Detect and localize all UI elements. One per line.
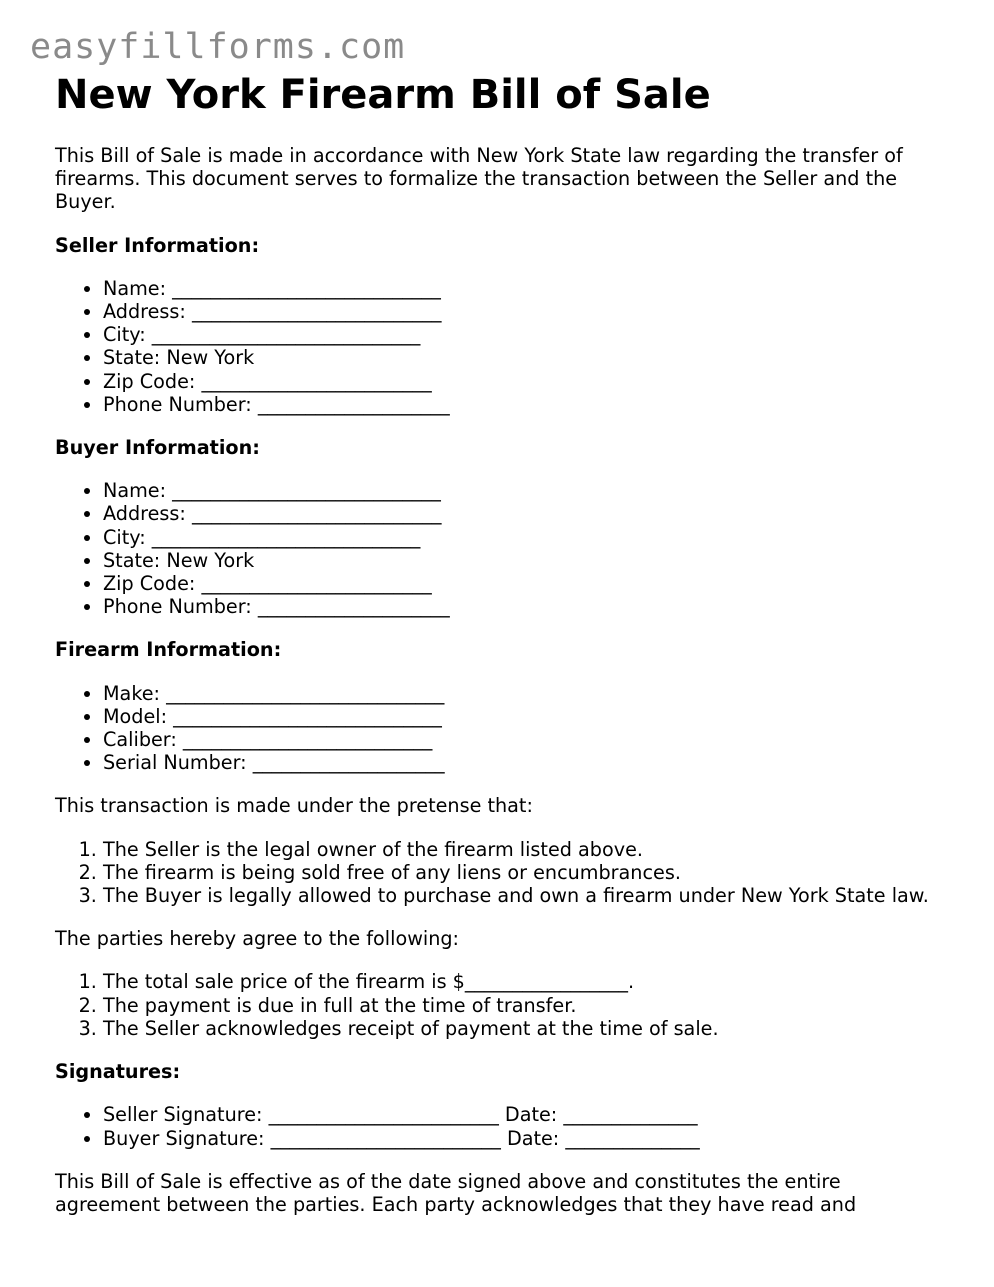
seller-signature-line: • Seller Signature: ________________________ Date: ______________ bbox=[103, 1103, 935, 1126]
intro-paragraph: This Bill of Sale is made in accordance with New York State law regarding the transfer of firearms. This document serves to formalize the transaction between the Seller and the Buyer. bbox=[55, 144, 903, 214]
document-title: New York Firearm Bill of Sale bbox=[55, 72, 711, 118]
seller-address-field: • Address: __________________________ bbox=[103, 300, 935, 323]
closing-paragraph: This Bill of Sale is effective as of the date signed above and constitutes the entire agreement between the parties. Each party acknowledges that they have read and bbox=[55, 1169, 857, 1216]
agreement-intro: The parties hereby agree to the following: bbox=[55, 927, 460, 951]
seller-name-field: • Name: ____________________________ bbox=[103, 277, 935, 300]
buyer-list bbox=[55, 479, 935, 618]
firearm-heading: Firearm Information: bbox=[55, 638, 282, 662]
agreement-item: 2. The payment is due in full at the time of transfer. bbox=[103, 994, 935, 1017]
pretense-item: 2. The firearm is being sold free of any liens or encumbrances. bbox=[103, 861, 935, 884]
pretense-item: 1. The Seller is the legal owner of the firearm listed above. bbox=[103, 838, 935, 861]
buyer-city-field: • City: ____________________________ bbox=[103, 526, 935, 549]
agreement-item: 1. The total sale price of the firearm is $_________________. bbox=[103, 970, 935, 993]
buyer-zip-field: • Zip Code: ________________________ bbox=[103, 572, 935, 595]
buyer-address-field: • Address: __________________________ bbox=[103, 502, 935, 525]
firearm-model-field: • Model: ____________________________ bbox=[103, 705, 935, 728]
watermark: easyfillforms.com bbox=[30, 27, 406, 67]
buyer-phone-field: • Phone Number: ____________________ bbox=[103, 595, 935, 618]
seller-city-field: • City: ____________________________ bbox=[103, 323, 935, 346]
seller-heading: Seller Information: bbox=[55, 233, 260, 257]
signatures-list bbox=[55, 1103, 935, 1149]
seller-list bbox=[55, 277, 935, 416]
agreement-item: 3. The Seller acknowledges receipt of payment at the time of sale. bbox=[103, 1017, 935, 1040]
seller-phone-field: • Phone Number: ____________________ bbox=[103, 393, 935, 416]
seller-zip-field: • Zip Code: ________________________ bbox=[103, 370, 935, 393]
pretense-intro: This transaction is made under the pretense that: bbox=[55, 794, 533, 818]
seller-state-field: • State: New York bbox=[103, 346, 935, 369]
buyer-signature-line: • Buyer Signature: ________________________ Date: ______________ bbox=[103, 1127, 935, 1150]
buyer-name-field: • Name: ____________________________ bbox=[103, 479, 935, 502]
firearm-caliber-field: • Caliber: __________________________ bbox=[103, 728, 935, 751]
agreement-list bbox=[55, 970, 935, 1040]
firearm-serial-field: • Serial Number: ____________________ bbox=[103, 751, 935, 774]
firearm-make-field: • Make: _____________________________ bbox=[103, 682, 935, 705]
pretense-item: 3. The Buyer is legally allowed to purchase and own a firearm under New York State law. bbox=[103, 884, 935, 907]
signatures-heading: Signatures: bbox=[55, 1060, 181, 1084]
buyer-state-field: • State: New York bbox=[103, 549, 935, 572]
firearm-list bbox=[55, 682, 935, 775]
document-page bbox=[55, 72, 935, 1216]
pretense-list bbox=[55, 838, 935, 908]
buyer-heading: Buyer Information: bbox=[55, 436, 260, 460]
